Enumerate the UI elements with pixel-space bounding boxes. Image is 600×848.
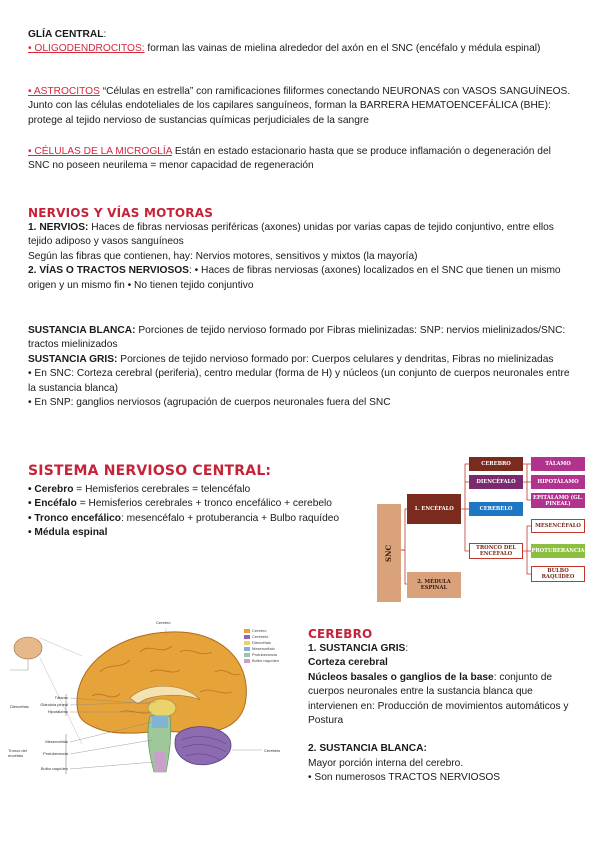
snc-item-cerebro: • Cerebro <box>28 484 74 495</box>
sustancia-section: SUSTANCIA BLANCA: Porciones de tejido nervioso formado por Fibras mielinizadas: SNP: nervios mielinizados/SNC: tractos mielinizados SUSTANCIA GRIS: Porciones de tejido nervioso formado por: Cuerpos celulares y dendritas, Fibras no mielinizadas • En SNC: Corteza cerebral (periferia), centro medular (forma de H) y núcleos (un conjunto de cuerpos neuronales entre la sustancia blanca) • En SNP: ganglios nerviosos (agrupación de cuerpos neuronales fuera del SNC <box>28 324 574 410</box>
snc-item-encefalo: • Encéfalo <box>28 498 77 510</box>
node-mesencefalo: MESENCÉFALO <box>531 519 585 533</box>
cerebro-section: CEREBRO 1. SUSTANCIA GRIS: Corteza cerebral Núcleos basales o ganglios de la base: conjunto de cuerpos neuronales entre la sustancia blanca que intervienen en: Producción de movimientos automáticos y Postura 2. SUSTANCIA BLANCA: Mayor porción interna del cerebro. • Son numerosos TRACTOS NERVIOSOS <box>308 626 574 786</box>
node-cerebro: CEREBRO <box>469 457 523 471</box>
n2-term: 2. VÍAS O TRACTOS NERVIOSOS <box>28 265 189 277</box>
node-cerebelo: CEREBELO <box>469 502 523 516</box>
astro-text: “Células en estrella” con ramificaciones filiformes conectando NEURONAS con VASOS SANGUÍNEOS. Junto con las células endoteliales de los capilares sanguíneos, forman la BARRERA HEMATOENCEFÁLICA (BHE): protege al tejido nervioso de sustancias químicas perjudiciales de la sangre <box>28 86 571 126</box>
nervios-section: NERVIOS Y VÍAS MOTORAS 1. NERVIOS: Haces de fibras nerviosas periféricas (axones) unidas por varias capas de tejido conjuntivo, entre ellos tejido adiposo y vasos sanguíneos Según las fibras que contienen, hay: Nervios motores, sensitivos y mixtos (la mayoría) 2. VÍAS O TRACTOS NERVIOSOS: • Haces de fibras nerviosas (axones) localizados en el SNC que tienen un mismo origen y un mismo fin • No tienen tejido conjuntivo <box>28 205 574 293</box>
oligo-term: • OLIGODENDROCITOS: <box>28 43 145 55</box>
label-mesencefalo: Mesencéfalo <box>45 739 68 744</box>
snc-item-medula: • Médula espinal <box>28 527 108 539</box>
label-cerebro: Cerebro <box>156 620 171 625</box>
n1-term: 1. NERVIOS: <box>28 222 89 233</box>
node-hipotalamo: HIPOTÁLAMO <box>531 475 585 489</box>
snc-section: SISTEMA NERVIOSO CENTRAL: • Cerebro = Hemisferios cerebrales = telencéfalo • Encéfalo = Hemisferios cerebrales + tronco encefálico + cerebelo • Tronco encefálico: mesencéfalo + protuberancia + Bulbo raquídeo • Médula espinal <box>28 462 378 541</box>
glia-section: GLÍA CENTRAL: • OLIGODENDROCITOS: forman las vainas de mielina alrededor del axón en el SNC (encéfalo y médula espinal) <box>28 29 541 55</box>
astro-term: • ASTROCITOS <box>28 86 100 97</box>
snp-line: • En SNP: ganglios nerviosos (agrupación de cuerpos neuronales fuera del SNC <box>28 397 391 409</box>
node-tronco: TRONCO DEL ENCÉFALO <box>469 543 523 559</box>
micro-block <box>28 145 574 174</box>
node-talamo: TÁLAMO <box>531 457 585 471</box>
snc-title: SISTEMA NERVIOSO CENTRAL: <box>28 463 272 479</box>
node-bulbo: BULBO RAQUÍDEO <box>531 566 585 582</box>
node-epitalamo: EPITÁLAMO (GL. PINEAL) <box>531 493 585 508</box>
snc-diagram <box>377 452 589 602</box>
label-talamo: Tálamo <box>54 695 68 700</box>
mini-brain-icon <box>10 637 42 670</box>
node-medula: 2. MÉDULA ESPINAL <box>407 572 461 598</box>
node-protuberancia: PROTUBERANCIA <box>531 544 585 558</box>
nucleos-term: Núcleos basales o ganglios de la base <box>308 671 494 683</box>
cerebro-title: CEREBRO <box>308 627 373 641</box>
label-tronco: Tronco del encéfalo <box>8 748 27 758</box>
nervios-title: NERVIOS Y VÍAS MOTORAS <box>28 206 214 220</box>
oligo-text: forman las vainas de mielina alrededor del axón en el SNC (encéfalo y médula espinal) <box>144 43 541 55</box>
snc-line: • En SNC: Corteza cerebral (periferia), centro medular (forma de H) y núcleos (un conjunto de cuerpos neuronales entre la sustancia blanca) <box>28 368 570 394</box>
node-encefalo: 1. ENCÉFALO <box>407 494 461 524</box>
node-diencefalo: DIENCÉFALO <box>469 475 523 489</box>
label-bulbo: Bulbo raquídeo <box>40 766 68 771</box>
node-snc: SNC <box>377 504 401 602</box>
label-diencefalo: Diencéfalo <box>10 704 29 709</box>
label-hipotalamo: Hipotálamo <box>47 709 68 714</box>
micro-text: Están en estado estacionario hasta que se produce inflamación o degeneración del SNC no poseen neurilema = menor capacidad de regeneración <box>28 146 551 172</box>
glia-title: GLÍA CENTRAL <box>28 29 104 40</box>
blanca-line2: • Son numerosos TRACTOS NERVIOSOS <box>308 772 501 784</box>
n1-line2: Según las fibras que contienen, hay: Nervios motores, sensitivos y mixtos (la mayoría) <box>28 250 418 262</box>
blanca-title: 2. SUSTANCIA BLANCA: <box>308 743 427 755</box>
astro-block <box>28 85 574 128</box>
blanca-line1: Mayor porción interna del cerebro. <box>308 757 464 769</box>
brain-legend: Cerebro Cerebelo Diencéfalo Mesencéfalo Protuberancia Bulbo raquídeo <box>244 628 296 664</box>
blanca-term: SUSTANCIA BLANCA: <box>28 325 136 336</box>
label-pineal: Glándula pineal <box>40 702 68 707</box>
corteza: Corteza cerebral <box>308 657 388 669</box>
gris-term: SUSTANCIA GRIS: <box>28 353 118 365</box>
snc-item-tronco: • Tronco encefálico <box>28 512 122 524</box>
micro-term: • CÉLULAS DE LA MICROGLÍA <box>28 146 172 157</box>
label-cerebelo: Cerebelo <box>264 748 281 753</box>
gris-title: 1. SUSTANCIA GRIS <box>308 643 406 654</box>
label-protuberancia: Protuberancia <box>43 751 68 756</box>
